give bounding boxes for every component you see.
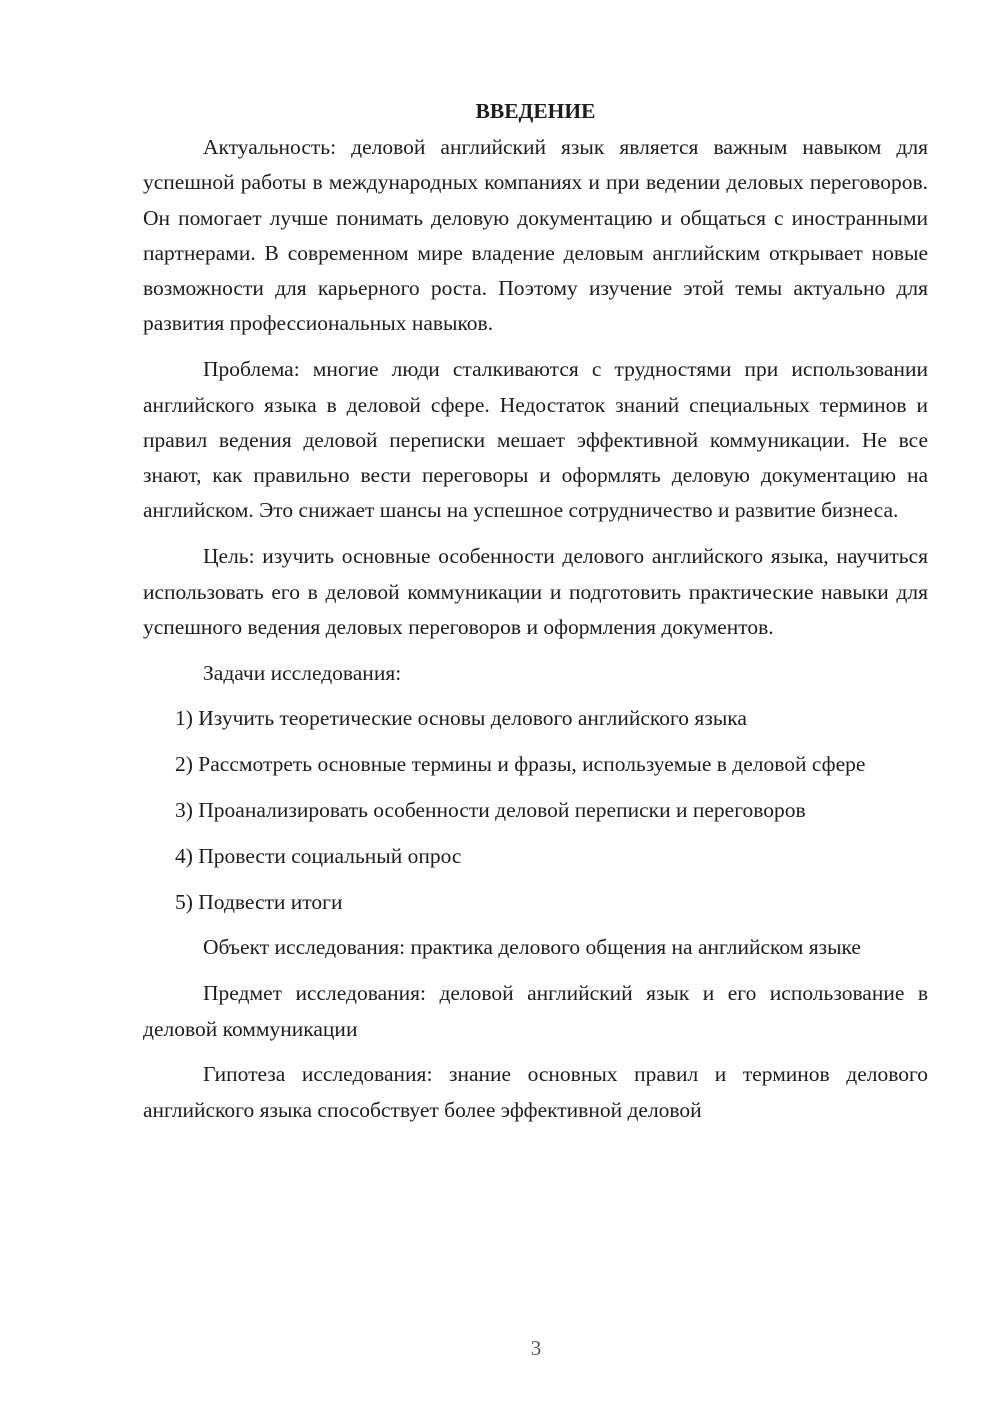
paragraph-object: Объект исследования: практика делового общения на английском языке xyxy=(203,935,861,960)
section-heading: ВВЕДЕНИЕ xyxy=(475,99,596,123)
task-list-item: 1) Изучить теоретические основы делового английского языка xyxy=(175,706,747,731)
page-content xyxy=(143,96,928,1138)
paragraph-problem: Проблема: многие люди сталкиваются с трудностями при использовании английского языка в деловой сфере. Недостаток знаний специальных терминов и правил ведения деловой переписки мешает эффективной коммуникации. Не все знают, как правильно вести переговоры и оформлять деловую документацию на английском. Это снижает шансы на успешное сотрудничество и развитие бизнеса. xyxy=(143,357,928,523)
paragraph-hypothesis: Гипотеза исследования: знание основных правил и терминов делового английского языка способствует более эффективной деловой xyxy=(143,1062,928,1122)
paragraph-subject: Предмет исследования: деловой английский язык и его использование в деловой коммуникации xyxy=(143,981,928,1041)
task-list-item: 3) Проанализировать особенности деловой переписки и переговоров xyxy=(175,798,806,823)
paragraph-relevance: Актуальность: деловой английский язык является важным навыком для успешной работы в международных компаниях и при ведении деловых переговоров. Он помогает лучше понимать деловую документацию и общаться с иностранными партнерами. В современном мире владение деловым английским открывает новые возможности для карьерного роста. Поэтому изучение этой темы актуально для развития профессиональных навыков. xyxy=(143,135,928,336)
page-number: 3 xyxy=(530,1336,542,1360)
paragraph-goal: Цель: изучить основные особенности делового английского языка, научиться использовать его в деловой коммуникации и подготовить практические навыки для успешного ведения деловых переговоров и оформления документов. xyxy=(143,544,928,639)
paragraph-tasks-heading: Задачи исследования: xyxy=(203,660,402,685)
task-list-item: 2) Рассмотреть основные термины и фразы, используемые в деловой сфере xyxy=(175,752,866,777)
task-list-item: 5) Подвести итоги xyxy=(175,889,343,914)
task-list-item: 4) Провести социальный опрос xyxy=(175,843,462,868)
